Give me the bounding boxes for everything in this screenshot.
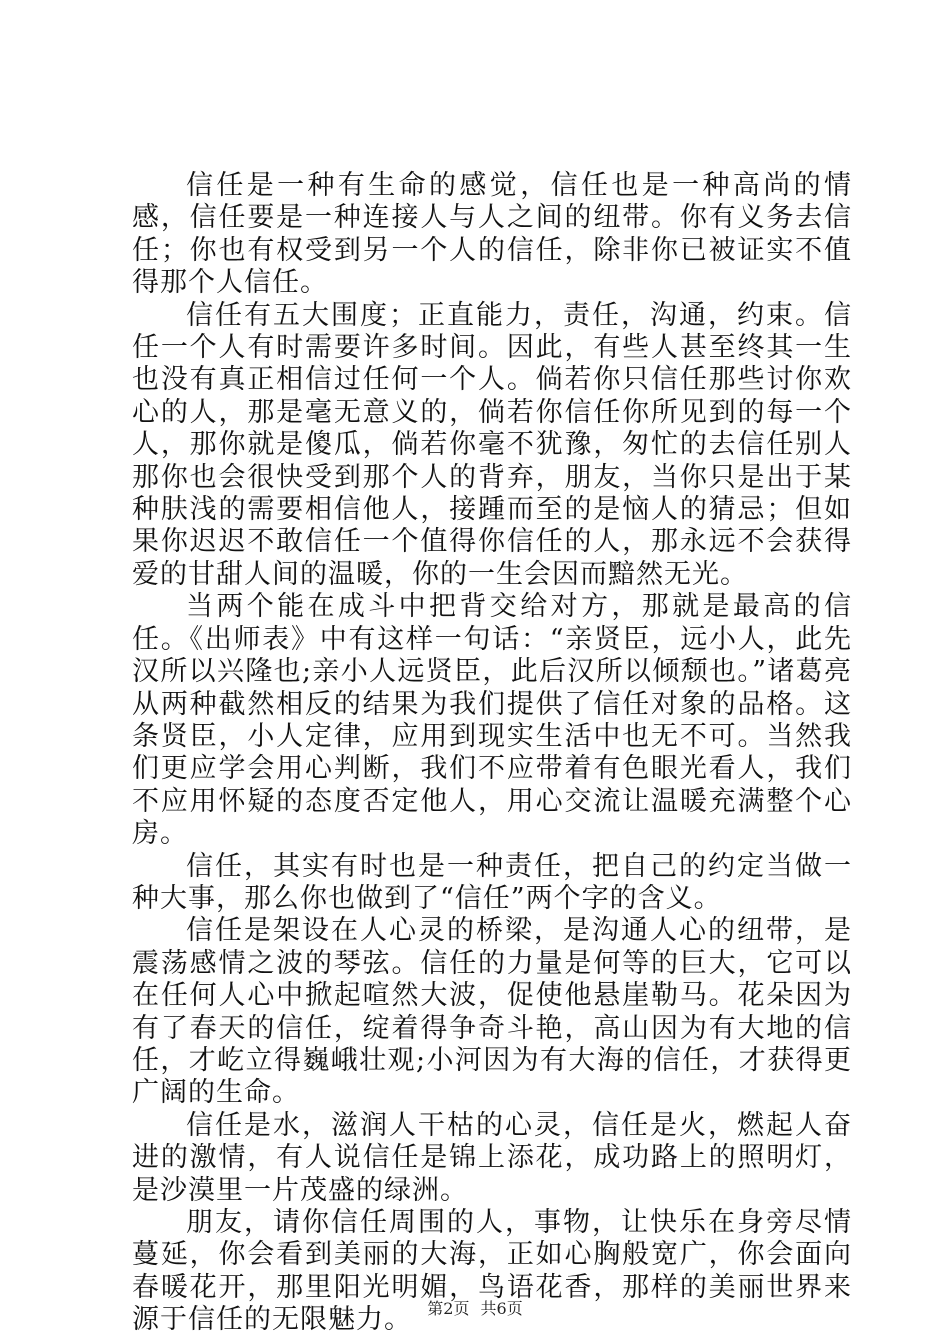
paragraph: 信任是架设在人心灵的桥梁，是沟通人心的纽带，是震荡感情之波的琴弦。信任的力量是何等的巨大，它可以在任何人心中掀起喧然大波，促使他悬崖勒马。花朵因为有了春天的信任，绽着得争奇斗艳，高山因为有大地的信任，才屹立得巍峨壮观;小河因为有大海的信任，才获得更广阔的生命。 bbox=[132, 915, 852, 1109]
page-footer: 第2页 共6页 bbox=[427, 1299, 523, 1318]
paragraph: 信任有五大围度；正直能力，责任，沟通，约束。信任一个人有时需要许多时间。因此，有些人甚至终其一生也没有真正相信过任何一个人。倘若你只信任那些讨你欢心的人，那是毫无意义的，倘若你信任你所见到的每一个人，那你就是傻瓜，倘若你毫不犹豫，匆忙的去信任别人那你也会很快受到那个人的背弃，朋友，当你只是出于某种肤浅的需要相信他人，接踵而至的是恼人的猜忌；但如果你迟迟不敢信任一个值得你信任的人，那永远不会获得爱的甘甜人间的温暖，你的一生会因而黯然无光。 bbox=[132, 299, 852, 590]
paragraph: 信任是水，滋润人干枯的心灵，信任是火，燃起人奋进的激情，有人说信任是锦上添花，成功路上的照明灯，是沙漠里一片茂盛的绿洲。 bbox=[132, 1109, 852, 1206]
paragraph: 朋友，请你信任周围的人，事物，让快乐在身旁尽情蔓延，你会看到美丽的大海，正如心胸般宽广，你会面向春暖花开，那里阳光明媚，鸟语花香，那样的美丽世界来源于信任的无限魅力。 bbox=[132, 1207, 852, 1336]
paragraph: 信任是一种有生命的感觉，信任也是一种高尚的情感，信任要是一种连接人与人之间的纽带。你有义务去信任；你也有权受到另一个人的信任，除非你已被证实不值得那个人信任。 bbox=[132, 170, 852, 299]
body-text bbox=[132, 170, 852, 1337]
paragraph: 当两个能在成斗中把背交给对方，那就是最高的信任。《出师表》中有这样一句话：“亲贤臣，远小人，此先汉所以兴隆也;亲小人远贤臣，此后汉所以倾颓也。”诸葛亮从两种截然相反的结果为我们提供了信任对象的品格。这条贤臣，小人定律，应用到现实生活中也无不可。当然我们更应学会用心判断，我们不应带着有色眼光看人，我们不应用怀疑的态度否定他人，用心交流让温暖充满整个心房。 bbox=[132, 591, 852, 850]
paragraph: 信任，其实有时也是一种责任，把自己的约定当做一种大事，那么你也做到了“信任”两个字的含义。 bbox=[132, 850, 852, 914]
